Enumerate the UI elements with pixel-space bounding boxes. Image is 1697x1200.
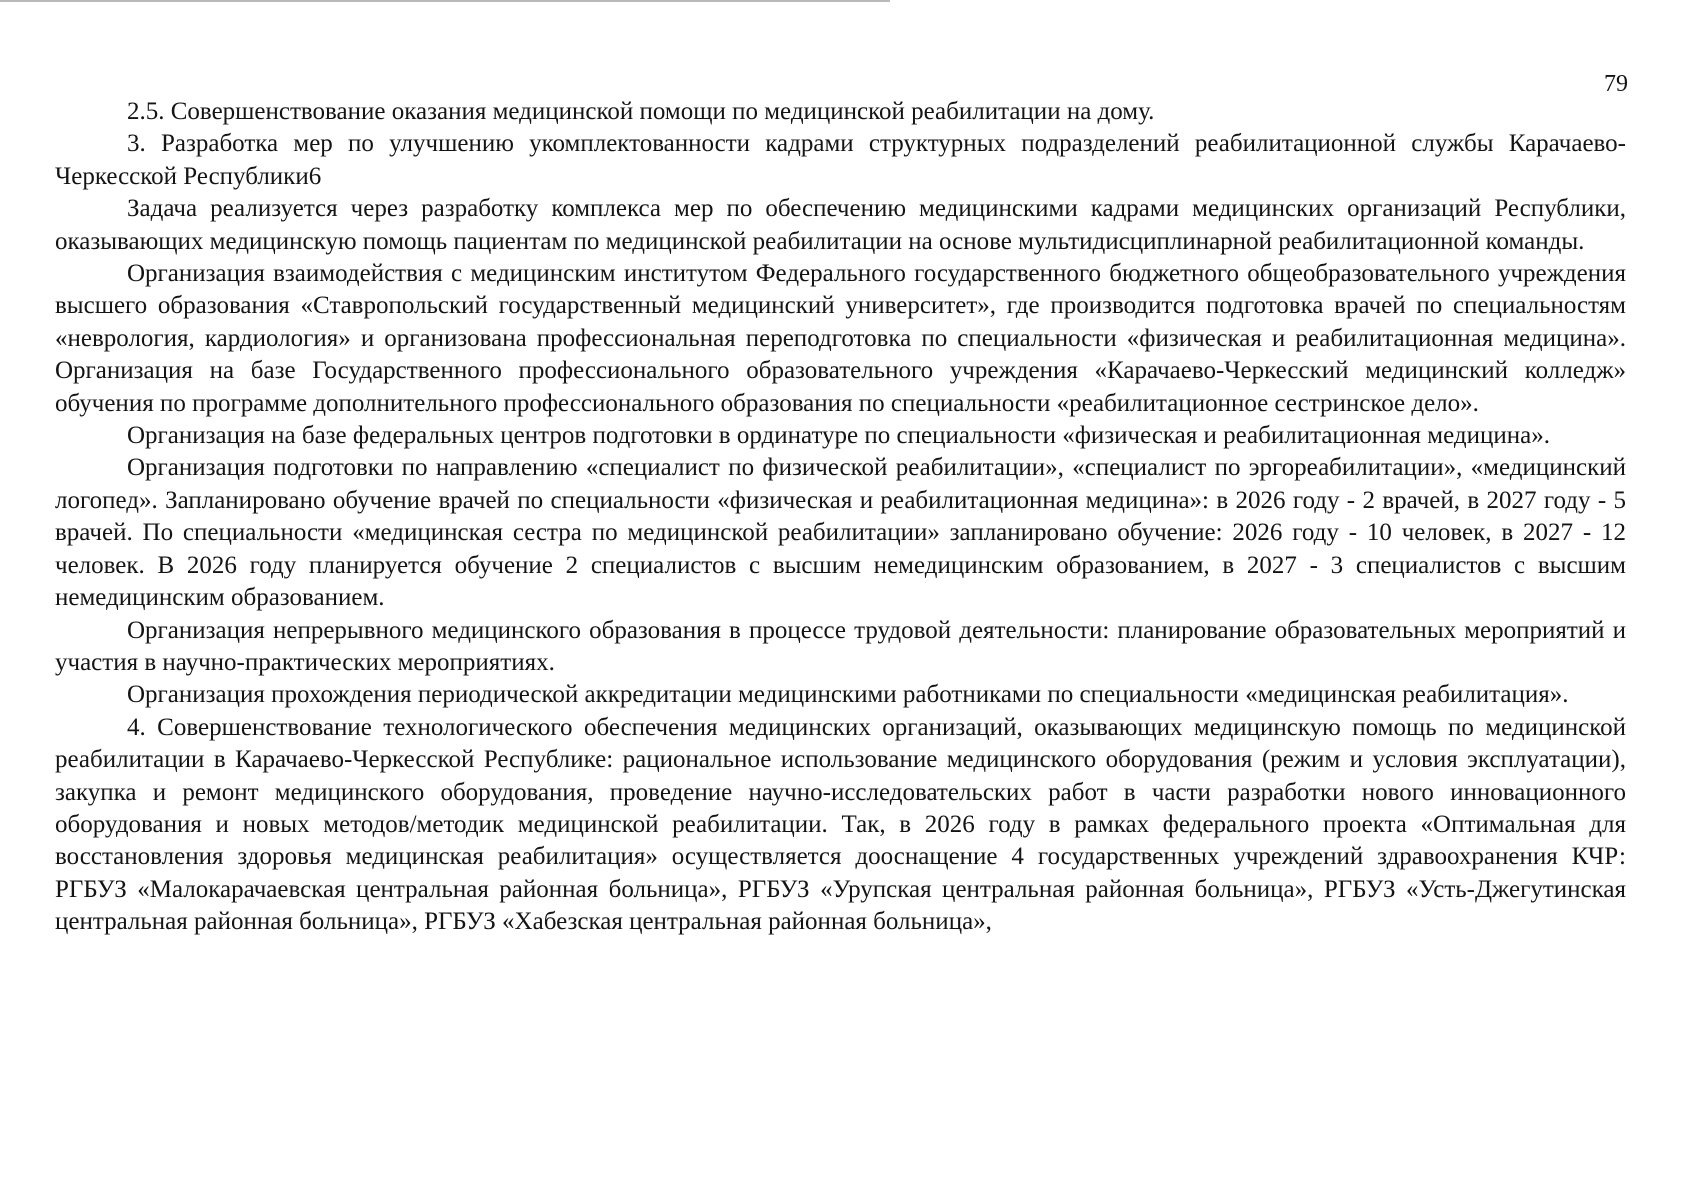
paragraph-3-staffing-measures: 3. Разработка мер по улучшению укомплектованности кадрами структурных подразделений реабилитационной службы Карачаево-Черкесской Республики6 — [55, 130, 1626, 190]
scan-top-edge — [0, 0, 890, 2]
paragraph-residency-training: Организация на базе федеральных центров подготовки в ординатуре по специальности «физическая и реабилитационная медицина». — [127, 422, 1550, 450]
paragraph-continuing-education: Организация непрерывного медицинского образования в процессе трудовой деятельности: планирование образовательных мероприятий и участия в научно-практических мероприятиях. — [55, 616, 1626, 676]
paragraph-training-plan: Организация подготовки по направлению «специалист по физической реабилитации», «специалист по эргореабилитации», «медицинский логопед». Запланировано обучение врачей по специальности «физическая и реабилитационная медицина»: в 2026 году - 2 врачей, в 2027 году - 5 врачей. По специальности «медицинская сестра по медицинской реабилитации» запланировано обучение: 2026 году - 10 человек, в 2027 - 12 человек. В 2026 году планируется обучение 2 специалистов с высшим немедицинским образованием, в 2027 - 3 специалистов с высшим немедицинским образованием. — [55, 454, 1626, 612]
paragraph-2-5-home-rehabilitation: 2.5. Совершенствование оказания медицинской помощи по медицинской реабилитации на дому. — [127, 98, 1155, 125]
paragraph-institute-cooperation: Организация взаимодействия с медицинским институтом Федерального государственного бюджетного общеобразовательного учреждения высшего образования «Ставропольский государственный медицинский университет», где производится подготовка врачей по специальностям «неврология, кардиология» и организована профессиональная переподготовка по специальности «физическая и реабилитационная медицина». Организация на базе Государственного профессионального образовательного учреждения «Карачаево-Черкесский медицинский колледж» обучения по программе дополнительного профессионального образования по специальности «реабилитационное сестринское дело». — [55, 260, 1626, 417]
document-body — [55, 96, 1626, 939]
paragraph-accreditation: Организация прохождения периодической аккредитации медицинскими работниками по специальности «медицинская реабилитация». — [127, 681, 1569, 709]
paragraph-task-description: Задача реализуется через разработку комплекса мер по обеспечению медицинскими кадрами медицинских организаций Республики, оказывающих медицинскую помощь пациентам по медицинской реабилитации на основе мультидисциплинарной реабилитационной команды. — [55, 195, 1626, 255]
page-number: 79 — [1604, 71, 1628, 97]
paragraph-4-technology-support: 4. Совершенствование технологического обеспечения медицинских организаций, оказывающих медицинскую помощь по медицинской реабилитации в Карачаево-Черкесской Республике: рациональное использование медицинского оборудования (режим и условия эксплуатации), закупка и ремонт медицинского оборудования, проведение научно-исследовательских работ в части разработки нового инновационного оборудования и новых методов/методик медицинской реабилитации. Так, в 2026 году в рамках федерального проекта «Оптимальная для восстановления здоровья медицинская реабилитация» осуществляется дооснащение 4 государственных учреждений здравоохранения КЧР: РГБУЗ «Малокарачаевская центральная районная больница», РГБУЗ «Урупская центральная районная больница», РГБУЗ «Усть-Джегутинская центральная районная больница», РГБУЗ «Хабезская центральная районная больница», — [55, 713, 1626, 936]
